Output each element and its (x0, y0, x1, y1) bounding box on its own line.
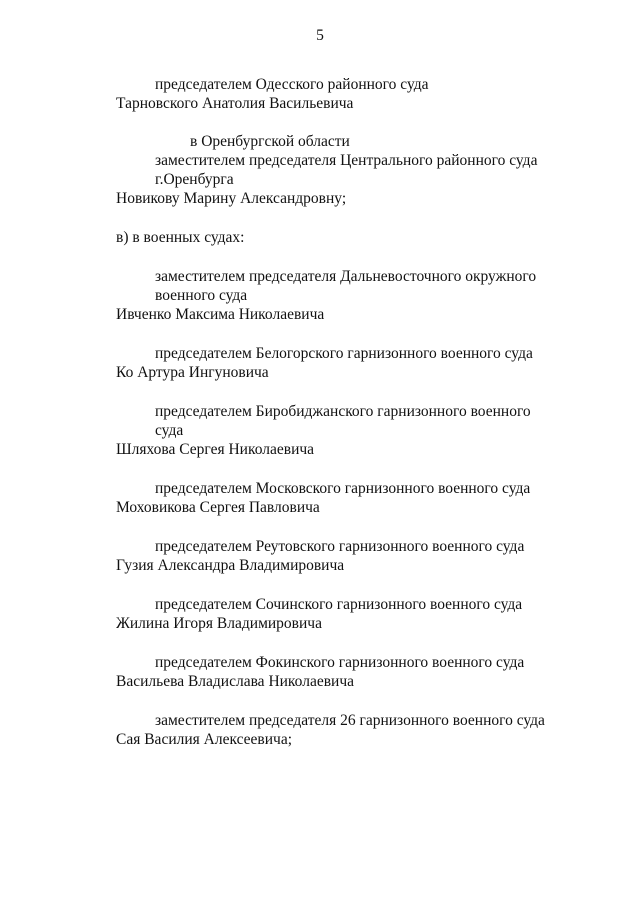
line-far-east-position-cont: военного суда (155, 287, 248, 304)
page-number: 5 (316, 27, 324, 44)
line-fokino-name: Васильева Владислава Николаевича (116, 673, 355, 690)
line-belogorsk-position: председателем Белогорского гарнизонного военного суда (155, 345, 533, 362)
line-central-name: Новикову Марину Александровну; (116, 190, 347, 207)
line-26-garrison-position: заместителем председателя 26 гарнизонного военного суда (155, 712, 545, 729)
line-sochi-position: председателем Сочинского гарнизонного военного суда (155, 596, 523, 613)
line-far-east-name: Ивченко Максима Николаевича (116, 306, 325, 323)
line-fokino-position: председателем Фокинского гарнизонного военного суда (155, 654, 525, 671)
line-odessa-name: Тарновского Анатолия Васильевича (116, 95, 354, 112)
line-birobidzhan-position: председателем Биробиджанского гарнизонного военного (155, 403, 531, 420)
line-central-position: заместителем председателя Центрального районного суда (155, 152, 538, 169)
line-reutov-position: председателем Реутовского гарнизонного военного суда (155, 538, 525, 555)
line-belogorsk-name: Ко Артура Ингуновича (116, 364, 269, 381)
line-sochi-name: Жилина Игоря Владимировича (116, 615, 322, 632)
line-central-position-cont: г.Оренбурга (155, 171, 234, 188)
line-moscow-name: Моховикова Сергея Павловича (116, 499, 320, 516)
line-birobidzhan-position-cont: суда (155, 422, 184, 439)
line-region-orenburg: в Оренбургской области (190, 133, 350, 150)
line-far-east-position: заместителем председателя Дальневосточного окружного (155, 268, 537, 285)
line-military-courts-heading: в) в военных судах: (116, 229, 245, 246)
line-reutov-name: Гузия Александра Владимировича (116, 557, 345, 574)
line-odessa-position: председателем Одесского районного суда (155, 76, 429, 93)
line-26-garrison-name: Сая Василия Алексеевича; (116, 731, 293, 748)
line-birobidzhan-name: Шляхова Сергея Николаевича (116, 441, 315, 458)
line-moscow-position: председателем Московского гарнизонного военного суда (155, 480, 531, 497)
